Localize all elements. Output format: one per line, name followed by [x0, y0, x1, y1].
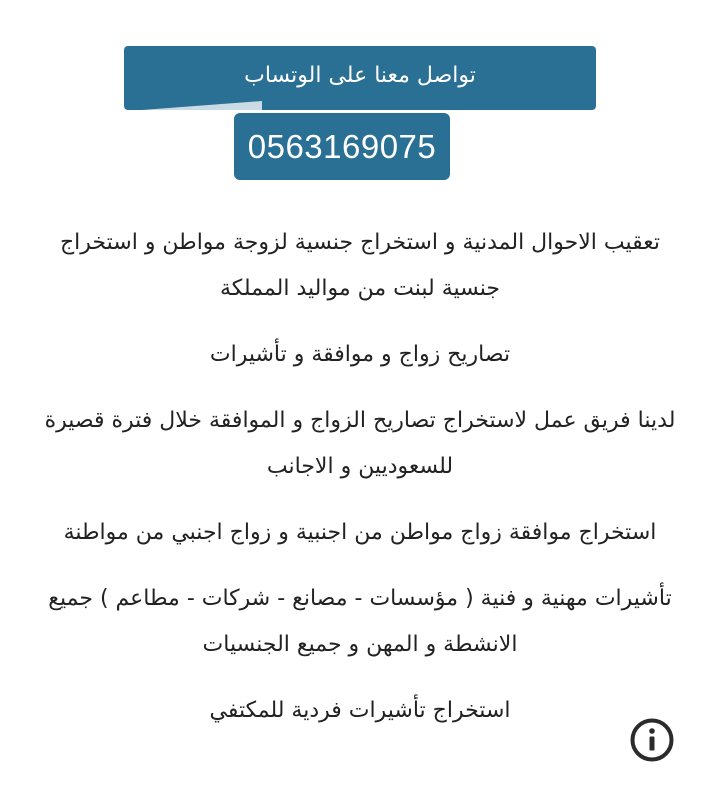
services-content — [40, 220, 680, 754]
info-icon-graphic — [629, 717, 675, 763]
phone-number-button[interactable] — [234, 113, 450, 180]
service-paragraph: استخراج تأشيرات فردية للمكتفي — [209, 698, 511, 723]
service-paragraph: تأشيرات مهنية و فنية ( مؤسسات - مصانع - شركات - مطاعم ) جميع الانشطة و المهن و جميع الجنسيات — [48, 586, 672, 657]
service-paragraph: تصاريح زواج و موافقة و تأشيرات — [209, 342, 511, 367]
button-shine-decoration — [142, 101, 262, 110]
service-paragraph: استخراج موافقة زواج مواطن من اجنبية و زواج اجنبي من مواطنة — [63, 520, 657, 545]
whatsapp-contact-label: تواصل معنا على الوتساب — [244, 62, 476, 88]
whatsapp-contact-button[interactable] — [124, 46, 596, 110]
service-paragraph: تعقيب الاحوال المدنية و استخراج جنسية لزوجة مواطن و استخراج جنسية لبنت من مواليد المملكة — [59, 230, 660, 301]
info-icon[interactable] — [629, 717, 675, 763]
phone-number-label: 0563169075 — [247, 127, 437, 165]
service-paragraph: لدينا فريق عمل لاستخراج تصاريح الزواج و الموافقة خلال فترة قصيرة للسعوديين و الاجانب — [44, 408, 676, 479]
